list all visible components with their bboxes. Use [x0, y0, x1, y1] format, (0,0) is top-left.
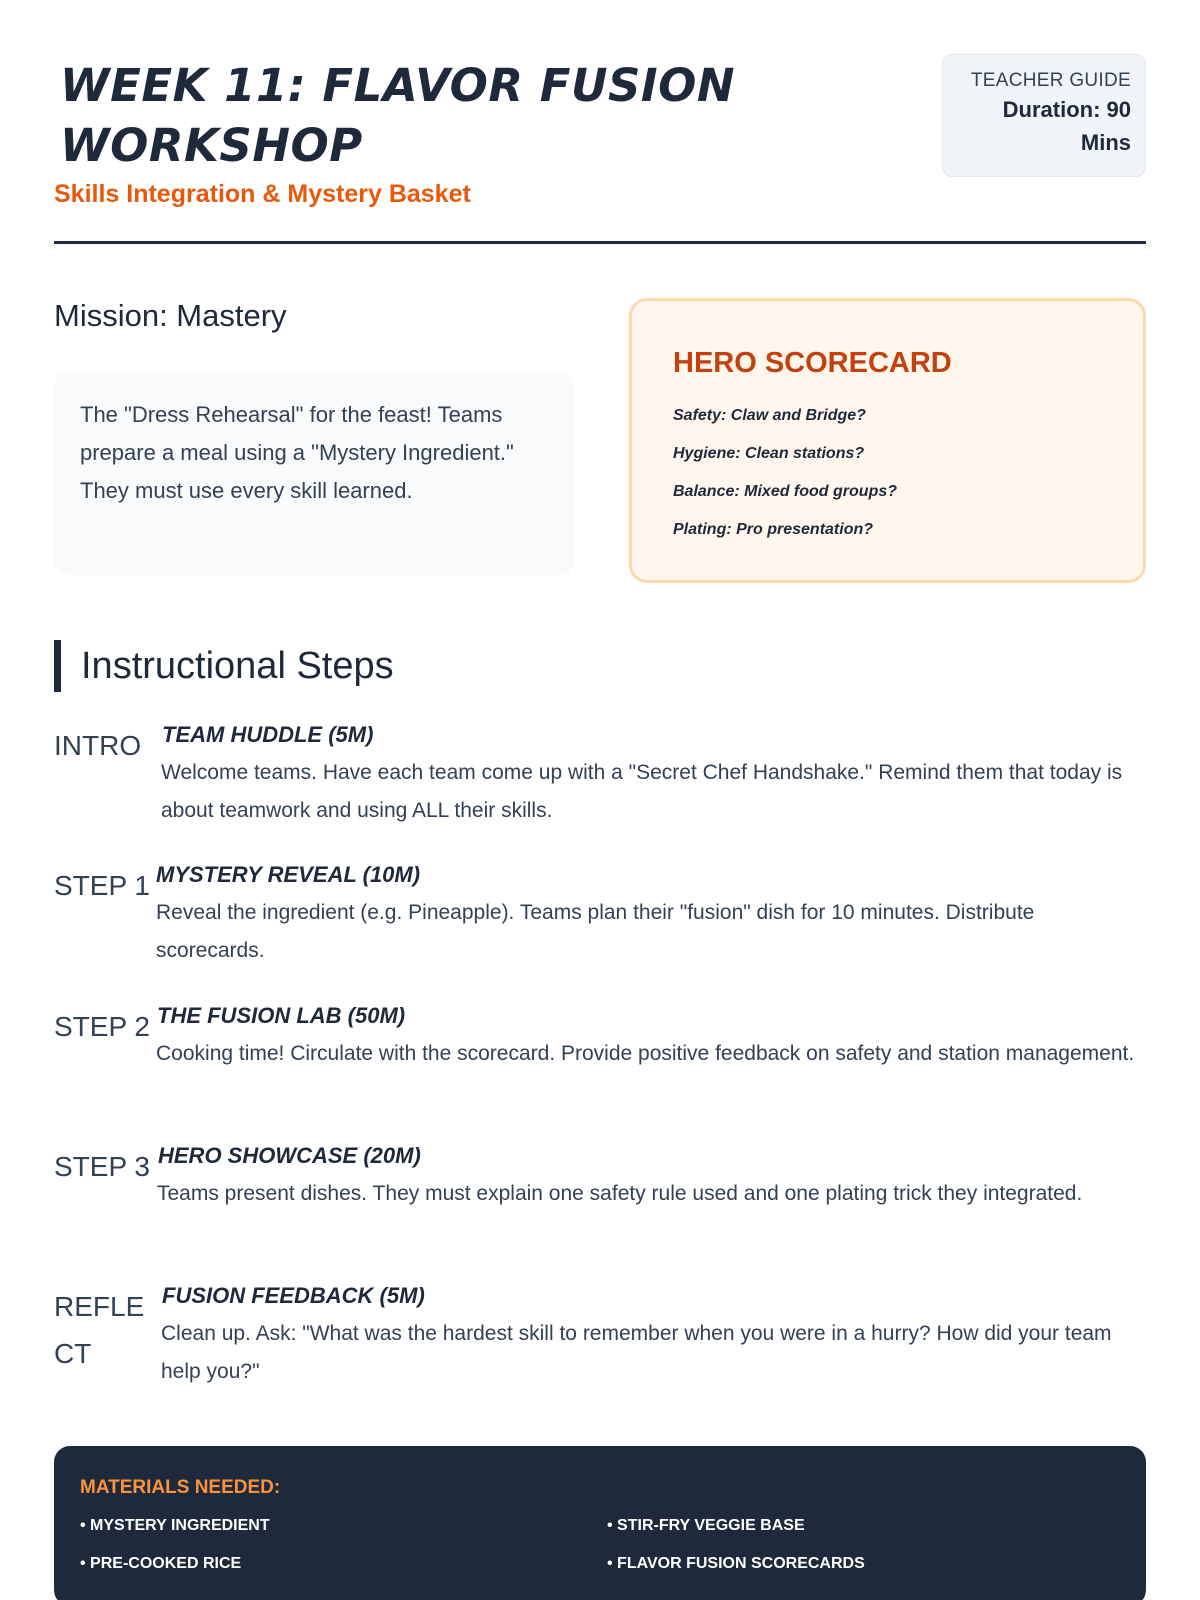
mission-description: The "Dress Rehearsal" for the feast! Teams prepare a meal using a "Mystery Ingredient." They must use every skill learned.: [54, 372, 574, 575]
step-label: INTRO: [54, 730, 142, 761]
step-1: [54, 862, 1146, 982]
materials-title: MATERIALS NEEDED:: [80, 1477, 281, 1498]
mission-title: Mission: Mastery: [54, 298, 287, 333]
step-description: Cooking time! Circulate with the scorecard. Provide positive feedback on safety and station management.: [156, 1042, 1135, 1065]
step-heading: FUSION FEEDBACK (5M): [162, 1283, 425, 1308]
scorecard-item: Safety: Claw and Bridge?: [673, 407, 866, 424]
hero-scorecard: [629, 298, 1146, 583]
material-item: • MYSTERY INGREDIENT: [80, 1517, 270, 1534]
step-description: Clean up. Ask: "What was the hardest skill to remember when you were in a hurry? How did your team help you?": [161, 1322, 1112, 1383]
material-item: • PRE-COOKED RICE: [80, 1555, 242, 1572]
materials-list: [80, 1512, 1120, 1578]
material-item: • FLAVOR FUSION SCORECARDS: [607, 1555, 865, 1572]
materials-panel: [54, 1446, 1146, 1600]
scorecard-item: Plating: Pro presentation?: [673, 521, 874, 538]
step-2: [54, 1003, 1146, 1123]
step-description: Teams present dishes. They must explain one safety rule used and one plating trick they integrated.: [157, 1182, 1083, 1205]
step-label: STEP 3: [54, 1151, 150, 1182]
step-heading: THE FUSION LAB (50M): [157, 1003, 406, 1028]
step-label: STEP 1: [54, 870, 150, 901]
page-subtitle: Skills Integration & Mystery Basket: [54, 180, 471, 208]
step-label: STEP 2: [54, 1011, 150, 1042]
step-description: Reveal the ingredient (e.g. Pineapple). Teams plan their "fusion" dish for 10 minutes. Distribute scorecards.: [156, 901, 1035, 962]
scorecard-item: Hygiene: Clean stations?: [673, 445, 865, 462]
step-3: [54, 1143, 1146, 1263]
scorecard-title: HERO SCORECARD: [673, 347, 952, 379]
page-header: [54, 54, 1146, 244]
step-intro: [54, 722, 1146, 842]
step-description: Welcome teams. Have each team come up with a "Secret Chef Handshake." Remind them that today is about teamwork and using ALL their skills.: [161, 761, 1123, 822]
teacher-guide-box: [942, 54, 1146, 177]
step-heading: HERO SHOWCASE (20M): [158, 1143, 421, 1168]
duration-text: Duration: 90 Mins: [1002, 97, 1131, 155]
page-title: WEEK 11: FLAVOR FUSION WORKSHOP: [60, 59, 736, 172]
step-reflect: [54, 1283, 1146, 1403]
step-heading: MYSTERY REVEAL (10M): [156, 862, 421, 887]
step-label: REFLECT: [54, 1291, 145, 1369]
step-heading: TEAM HUDDLE (5M): [162, 722, 374, 747]
scorecard-item: Balance: Mixed food groups?: [673, 483, 898, 500]
teacher-guide-label: TEACHER GUIDE: [970, 70, 1131, 91]
material-item: • STIR-FRY VEGGIE BASE: [607, 1517, 805, 1534]
instructional-steps-title: Instructional Steps: [54, 640, 394, 692]
